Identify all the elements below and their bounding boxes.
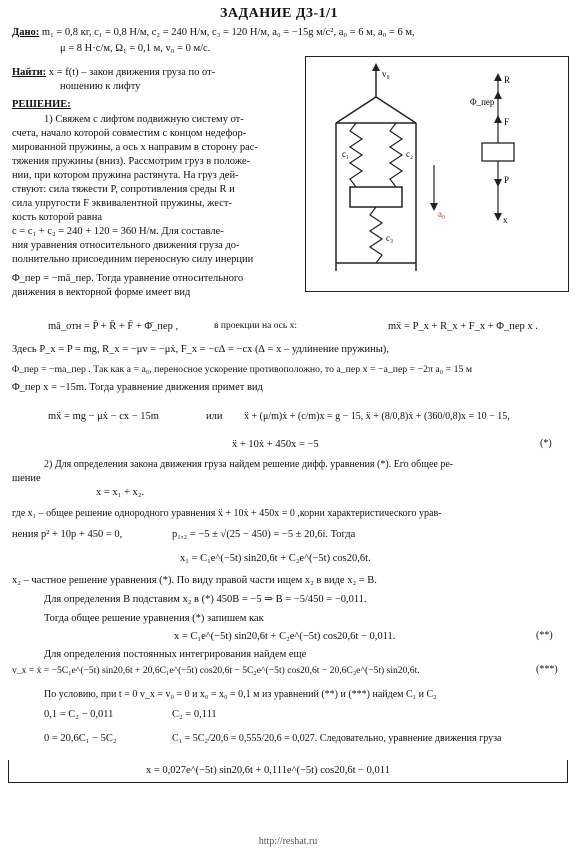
v0-label: v₀ — [382, 69, 390, 79]
phi-label: Φ_пер — [470, 97, 495, 107]
find-line-1 — [12, 66, 215, 79]
p1-line: кость которой равна — [12, 212, 103, 223]
p-arrow-icon — [494, 179, 502, 187]
x-axis-arrow-icon — [494, 213, 502, 221]
p1-line: счета, начало которой совместим с концом недефор- — [12, 128, 247, 139]
p1-line: тяжения пружины (вниз). Рассмотрим груз в положе- — [12, 156, 251, 167]
p1-line: c = c₁ + c₂ = 240 + 120 = 360 Н/м. Для составле- — [12, 226, 224, 237]
f-label: F — [504, 117, 510, 127]
p6-line: Для определения B подставим x₂ в (*) 450B = −5 ⇒ B = −5/450 = −0,011. — [44, 594, 367, 605]
p4-a: нения p² + 10p + 450 = 0, — [12, 529, 123, 540]
given-line-1 — [12, 26, 415, 39]
p2-line-2: шение — [12, 473, 41, 484]
mechanism-figure — [305, 56, 569, 292]
find-label: Найти: — [12, 67, 47, 78]
v-eq-num: (***) — [536, 664, 558, 675]
v-equation: v_x = ẋ = −5C₁e^(−5t) sin20,6t + 20,6C₁e^(−5t) cos20,6t − 5C₂e^(−5t) cos20,6t − 20,6C₂e^(−5t) sin20,6t. — [12, 665, 420, 676]
eq3: ẍ + 10ẋ + 450x = −5 — [232, 439, 319, 450]
p9-line: По условию, при t = 0 v_x = v₀ = 0 и x₀ = x₀ = 0,1 м из уравнений (**) и (***) найдем C₁ и C₂ — [44, 689, 437, 700]
given-label: Дано: — [12, 27, 40, 38]
a0-label: a₀ — [438, 209, 446, 219]
p1-line: мированной пружины, а ось x направим в сторону рас- — [12, 142, 258, 153]
here-line: Здесь P_x = P = mg, R_x = −μv = −μẋ, F_x = −c∆ = −cx (∆ = x – удлинение пружины), — [12, 344, 389, 355]
p2-line-1: 2) Для определения закона движения груза найдем решение дифф. уравнения (*). Его общее ре- — [44, 459, 454, 470]
elevator-spring-diagram — [306, 57, 568, 291]
spring-c1 — [350, 123, 362, 187]
cable-left — [336, 97, 376, 123]
x1-equation: x₁ = C₁e^(−5t) sin20,6t + C₂e^(−5t) cos20,6t. — [180, 553, 371, 564]
page-title: ЗАДАНИЕ Д3-1/1 — [220, 6, 339, 21]
p1-line: 1) Свяжем с лифтом подвижную систему от- — [44, 114, 244, 125]
const-b1: 0 = 20,6C₁ − 5C₂ — [44, 733, 117, 744]
find-text-2: ношению к лифту — [60, 81, 141, 92]
x-general-equation: x = C₁e^(−5t) sin20,6t + C₂e^(−5t) cos20,6t − 0,011. — [174, 631, 396, 642]
p1-line: нии, при котором пружина растянута. На груз дей- — [12, 170, 239, 181]
eq1-left: mā_отн = P̄ + R̄ + F̄ + Φ̄_пер , — [48, 321, 179, 332]
load-block — [350, 187, 402, 207]
p1-line: движения в векторной форме имеет вид — [12, 287, 191, 298]
given-text-2: μ = 8 Н·с/м, Ω₁ = 0,1 м, v₀ = 0 м/с. — [60, 43, 211, 54]
p7-line: Тогда общее решение уравнения (*) запишем как — [44, 613, 264, 624]
fbd-block — [482, 143, 514, 161]
p8-line: Для определения постоянных интегрирования найдем еще — [44, 649, 307, 660]
eq2-a: mẍ = mg − μẋ − cx − 15m — [48, 411, 159, 422]
given-text-1: m₁ = 0,8 кг, c₁ = 0,8 Н/м, c₂ = 240 Н/м, c₃ = 120 Н/м, a₀ = −15g м/с², a₀ = 6 м, a₀ = 6 м, — [41, 27, 415, 38]
const-a1: 0,1 = C₂ − 0,011 — [44, 709, 114, 720]
c1-label: c₁ — [342, 149, 350, 159]
eq1-right: mẍ = P_x + R_x + F_x + Φ_пер x . — [388, 321, 538, 332]
eq2-or: или — [206, 411, 223, 422]
p3-line: где x₁ – общее решение однородного уравнения ẍ + 10ẋ + 450x = 0 ,корни характеристического урав- — [12, 508, 442, 519]
c3-label: c₃ — [386, 233, 394, 243]
p2-line-3: x = x₁ + x₂. — [96, 487, 145, 498]
eq3-num: (*) — [540, 438, 552, 449]
x-label: x — [503, 215, 508, 225]
phi-arrow-icon — [494, 91, 502, 99]
p1-line: ствуют: сила тяжести P, сопротивления среды R и — [12, 184, 235, 195]
p1-line: сила упругости F эквивалентной пружины, жест- — [12, 198, 232, 209]
p-label: P — [504, 175, 510, 185]
eq2-b: ẍ + (μ/m)ẋ + (c/m)x = g − 15, ẍ + (8/0,8)ẋ + (360/0,8)x = 10 − 15, — [244, 411, 510, 422]
p5-line: x₂ – частное решение уравнения (*). По виду правой части ищем x₂ в виде x₂ = B. — [12, 575, 377, 586]
cable-right — [376, 97, 416, 123]
const-a2: C₂ = 0,111 — [172, 709, 217, 720]
f-arrow-icon — [494, 115, 502, 123]
a0-arrow-icon — [430, 203, 438, 211]
solution-label: РЕШЕНИЕ: — [12, 99, 71, 110]
x-eq-num: (**) — [536, 630, 553, 641]
p1-line: ния уравнения относительного движения груза до- — [12, 240, 240, 251]
phi-line: Φ_пер = −ma_пер . Так как a = a₀, переносное ускорение противоположно, то a_пер x = −a_пер = −2π a₀ = 15 м — [12, 364, 473, 375]
const-b2: C₁ = 5C₂/20,6 = 0,555/20,6 = 0,027. Следовательно, уравнение движения груза — [172, 733, 502, 744]
v0-arrow-icon — [372, 63, 380, 71]
answer-equation: x = 0,027e^(−5t) sin20,6t + 0,111e^(−5t) cos20,6t − 0,011 — [146, 765, 390, 776]
eq1-mid: в проекции на ось x: — [214, 321, 297, 331]
c2-label: c₂ — [406, 149, 414, 159]
spring-c3 — [370, 207, 382, 263]
p1-line: Φ_пер = −mā_пер. Тогда уравнение относительного — [12, 273, 244, 284]
p1-line: полнительно присоединим переносную силу инерции — [12, 254, 254, 265]
p4-b: p₁,₂ = −5 ± √(25 − 450) = −5 ± 20,6i. Тогда — [172, 529, 356, 540]
footer-url: http://reshat.ru — [258, 836, 318, 847]
r-label: R — [504, 75, 511, 85]
spring-c2 — [390, 123, 402, 187]
find-text-1: x = f(t) – закон движения груза по от- — [48, 67, 216, 78]
r-arrow-icon — [494, 73, 502, 81]
phi-line-2: Φ_пер x = −15m. Тогда уравнение движения примет вид — [12, 382, 263, 393]
